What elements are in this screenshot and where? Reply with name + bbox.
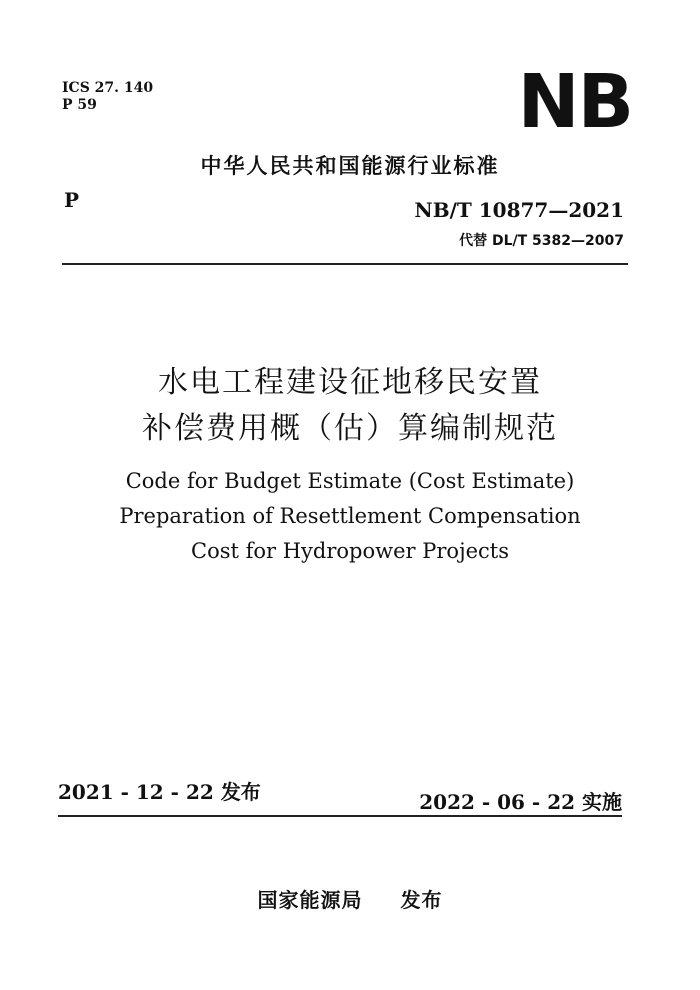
ics-code: ICS 27. 140 — [62, 80, 154, 96]
issuer-block — [0, 884, 700, 913]
nb-logo: NB — [517, 59, 632, 145]
english-title — [0, 464, 700, 569]
english-title-line: Code for Budget Estimate (Cost Estimate) — [125, 469, 575, 493]
category-letter: P — [64, 188, 80, 212]
english-title-line: Preparation of Resettlement Compensation — [119, 504, 581, 528]
chinese-title-line: 水电工程建设征地移民安置 — [158, 365, 542, 400]
chinese-title — [0, 360, 700, 452]
issuer-name: 国家能源局 — [257, 888, 363, 912]
organization-title: 中华人民共和国能源行业标准 — [200, 154, 500, 178]
class-code: P 59 — [62, 97, 97, 113]
standard-number: NB/T 10877—2021 — [414, 198, 624, 222]
bottom-divider — [58, 815, 622, 817]
top-divider — [62, 263, 628, 265]
issue-date: 2021 - 12 - 22 发布 — [58, 780, 261, 804]
ics-block — [62, 80, 153, 114]
issue-label: 发布 — [400, 888, 443, 912]
english-title-line: Cost for Hydropower Projects — [191, 539, 509, 563]
effective-date: 2022 - 06 - 22 实施 — [419, 790, 622, 814]
replaces-note: 代替 DL/T 5382—2007 — [459, 233, 624, 249]
chinese-title-line: 补偿费用概（估）算编制规范 — [142, 411, 558, 446]
